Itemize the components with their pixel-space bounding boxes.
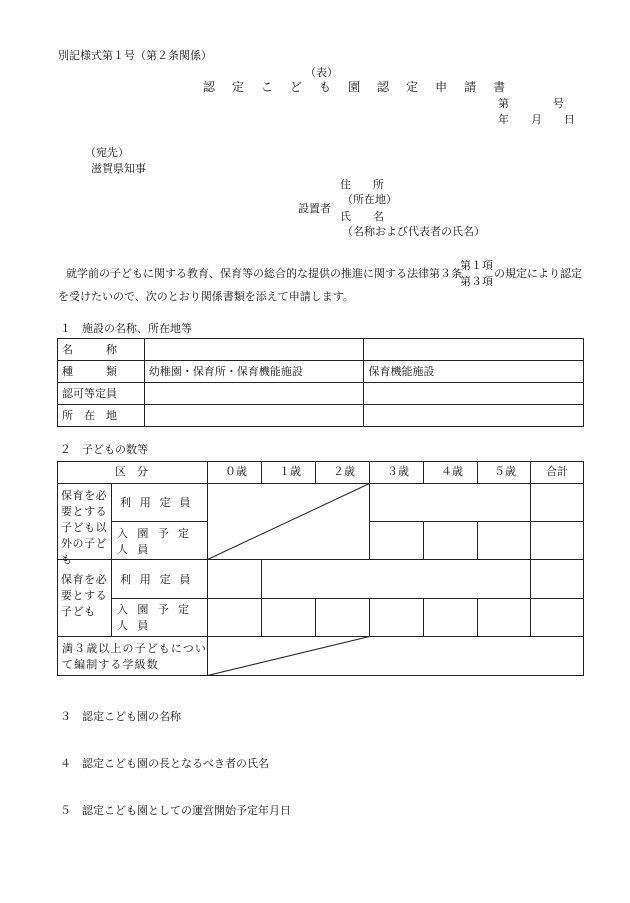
header-age-0: ０歳	[225, 465, 247, 478]
facility-name-cell-2	[364, 339, 584, 361]
section5-title: ５ 認定こども園としての運営開始予定年月日	[60, 804, 291, 817]
side-label: （表）	[305, 66, 338, 79]
body-text-2: の規定により認定	[494, 267, 582, 280]
header-age-4: ４歳	[441, 465, 463, 478]
date-label: 年 月 日	[498, 113, 575, 126]
group1-label: 保育を必要とする子ども以外の子ども	[61, 489, 108, 566]
section3-title: ３ 認定こども園の名称	[60, 710, 181, 723]
table-row	[58, 361, 584, 383]
header-age-3: ３歳	[387, 465, 409, 478]
header-kubun: 区 分	[115, 465, 148, 478]
body-clause-1: 第１項	[460, 259, 493, 272]
facility-name-cell-1	[144, 339, 364, 361]
applicant-role-label: 設置者	[298, 202, 331, 215]
row-label: 認可等定員	[58, 383, 145, 405]
group2-label: 保育を必要とする子ども	[61, 573, 108, 618]
capacity-cell-2	[364, 383, 584, 405]
body-clause-2: 第３項	[460, 275, 493, 288]
body-line-2: を受けたいので、次のとおり関係書類を添えて申請します。	[58, 290, 354, 303]
row-label: 名 称	[58, 339, 145, 361]
body-text-1: 就学前の子どもに関する教育、保育等の総合的な提供の推進に関する法律第３条	[66, 267, 462, 280]
header-total: 合計	[546, 465, 568, 478]
facility-type-cell-1: 幼稚園・保育所・保育機能施設	[144, 361, 364, 383]
addressee: 滋賀県知事	[91, 162, 146, 175]
section1-title: １ 施設の名称、所在地等	[60, 322, 192, 335]
group1-planned-label: 入園予定人員	[117, 527, 199, 556]
group2-planned-label: 入園予定人員	[117, 603, 199, 632]
diagonal-line	[208, 637, 370, 676]
group1-capacity-label: 利用定員	[120, 496, 200, 509]
facility-type-cell-2: 保育機能施設	[364, 361, 584, 383]
header-age-2: ２歳	[333, 465, 355, 478]
section4-title: ４ 認定こども園の長となるべき者の氏名	[60, 757, 269, 770]
location-cell-2	[364, 405, 584, 427]
table-row	[58, 383, 584, 405]
form-id: 別記様式第１号（第２条関係）	[58, 49, 212, 62]
number-label: 第 号	[498, 97, 564, 110]
table-row	[58, 405, 584, 427]
row-label: 所 在 地	[58, 405, 145, 427]
section2-title: ２ 子どもの数等	[60, 443, 148, 456]
applicant-address-label: 住 所	[340, 178, 384, 191]
doc-title: 認 定 こ ど も 園 認 定 申 請 書	[203, 80, 512, 94]
addressee-prefix: （宛先）	[85, 146, 129, 159]
class-count-label: 満３歳以上の子どもについて編制する学級数	[62, 642, 207, 671]
location-cell-1	[144, 405, 364, 427]
table-row	[58, 339, 584, 361]
row-label: 種 類	[58, 361, 145, 383]
applicant-name-label: 氏 名	[340, 210, 384, 223]
capacity-cell-1	[144, 383, 364, 405]
group2-capacity-label: 利用定員	[120, 573, 200, 586]
header-age-1: １歳	[279, 465, 301, 478]
applicant-name-note: （名称および代表者の氏名）	[342, 225, 485, 238]
header-age-5: ５歳	[494, 465, 516, 478]
facility-table	[57, 338, 584, 427]
diagonal-line	[208, 484, 370, 560]
applicant-location-label: （所在地）	[342, 193, 397, 206]
